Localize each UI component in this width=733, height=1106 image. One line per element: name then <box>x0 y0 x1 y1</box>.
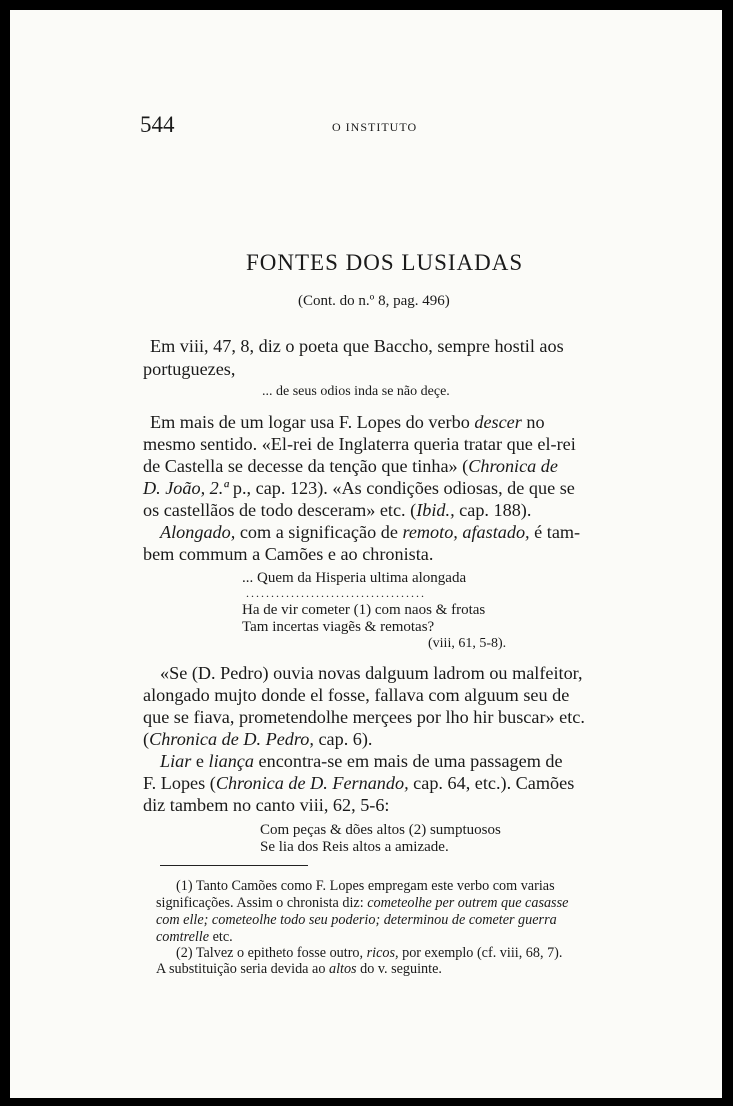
body-line: F. Lopes (Chronica de D. Fernando, cap. 64, etc.). Camões <box>143 773 575 793</box>
footnote-rule <box>160 865 308 866</box>
body-line: alongado mujto donde el fosse, fallava com alguum seu de <box>143 685 570 705</box>
body-line: (Chronica de D. Pedro, cap. 6). <box>143 729 373 749</box>
body-line: «Se (D. Pedro) ouvia novas dalguum ladrom ou malfeitor, <box>160 663 583 683</box>
footnote-line: A substituição seria devida ao altos do v. seguinte. <box>156 961 442 977</box>
verse-line: ... Quem da Hisperia ultima alongada <box>242 570 467 586</box>
body-line: Em mais de um logar usa F. Lopes do verbo descer no <box>150 412 545 432</box>
body-line: de Castella se decesse da tenção que tinha» (Chronica de <box>143 456 558 476</box>
body-line: Alongado, com a significação de remoto, afastado, é tam- <box>160 522 581 542</box>
body-line: que se fiava, prometendolhe merçees por lho hir buscar» etc. <box>143 707 585 727</box>
article-subtitle: (Cont. do n.º 8, pag. 496) <box>298 293 450 309</box>
footnote-line: significações. Assim o chronista diz: cometeolhe per outrem que casasse <box>156 895 569 911</box>
verse-line: Se lia dos Reis altos a amizade. <box>260 839 449 855</box>
body-line: portuguezes, <box>143 359 236 379</box>
verse-reference: (viii, 61, 5-8). <box>428 636 507 651</box>
verse-ellipsis: .................................... <box>246 586 426 600</box>
verse-line: Ha de vir cometer (1) com naos & frotas <box>242 602 486 618</box>
running-head: O INSTITUTO <box>332 120 418 134</box>
body-line: diz tambem no canto viii, 62, 5-6: <box>143 795 390 815</box>
verse-line: Com peças & dões altos (2) sumptuosos <box>260 822 501 838</box>
body-line: mesmo sentido. «El-rei de Inglaterra queria tratar que el-rei <box>143 434 576 454</box>
body-line: bem commum a Camões e ao chronista. <box>143 544 434 564</box>
footnote-line: (2) Talvez o epitheto fosse outro, ricos, por exemplo (cf. viii, 68, 7). <box>176 945 563 961</box>
page <box>10 10 722 1098</box>
footnote-line: comtrelle etc. <box>156 929 233 945</box>
footnote-line: com elle; cometeolhe todo seu poderio; determinou de cometer guerra <box>156 912 557 928</box>
verse-line: Tam incertas viagẽs & remotas? <box>242 619 435 635</box>
body-line: Em viii, 47, 8, diz o poeta que Baccho, sempre hostil aos <box>150 336 564 356</box>
footnote-line: (1) Tanto Camões como F. Lopes empregam este verbo com varias <box>176 878 555 894</box>
page-number: 544 <box>140 112 175 137</box>
article-title: FONTES DOS LUSIADAS <box>246 250 524 275</box>
body-line: D. João, 2.ª p., cap. 123). «As condições odiosas, de que se <box>143 478 575 498</box>
body-line: os castellãos de todo desceram» etc. (Ibid., cap. 188). <box>143 500 532 520</box>
quote-line: ... de seus odios inda se não deçe. <box>262 384 450 399</box>
body-line: Liar e liança encontra-se em mais de uma passagem de <box>160 751 563 771</box>
